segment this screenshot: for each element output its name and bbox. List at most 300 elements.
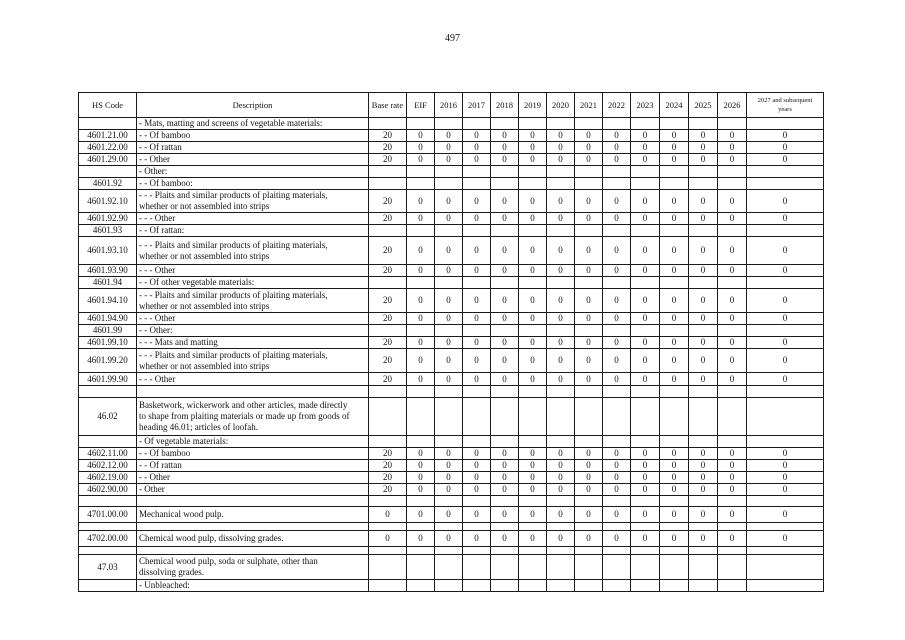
empty-cell xyxy=(603,386,631,398)
description-cell xyxy=(137,373,369,386)
rate-cell: 0 xyxy=(575,154,603,166)
rate-cell xyxy=(463,555,491,580)
hs-code-cell: 4602.11.00 xyxy=(79,448,137,460)
column-header xyxy=(491,93,519,118)
description-line: - - Of other vegetable materials: xyxy=(139,277,255,287)
rate-cell xyxy=(747,166,824,178)
description-cell xyxy=(137,448,369,460)
empty-cell xyxy=(435,547,463,555)
empty-cell xyxy=(79,547,137,555)
hs-code-cell: 4601.93 xyxy=(79,225,137,237)
empty-cell xyxy=(407,386,435,398)
empty-cell xyxy=(491,496,519,507)
rate-cell: 0 xyxy=(689,373,718,386)
empty-cell xyxy=(660,547,689,555)
description-cell xyxy=(137,289,369,313)
rate-cell xyxy=(491,166,519,178)
rate-cell: 0 xyxy=(519,531,547,547)
rate-cell xyxy=(519,277,547,289)
rate-cell xyxy=(689,555,718,580)
rate-cell xyxy=(407,118,435,130)
description-line: whether or not assembled into strips xyxy=(139,360,270,371)
rate-cell xyxy=(603,580,631,592)
empty-cell xyxy=(689,523,718,531)
empty-cell xyxy=(463,386,491,398)
rate-cell xyxy=(407,325,435,337)
rate-cell: 0 xyxy=(689,531,718,547)
rate-cell xyxy=(747,580,824,592)
rate-cell: 0 xyxy=(747,448,824,460)
rate-cell xyxy=(463,277,491,289)
base-rate-cell: 20 xyxy=(369,154,407,166)
rate-cell: 0 xyxy=(631,237,660,265)
empty-cell xyxy=(547,547,575,555)
description-line: - - Other: xyxy=(139,325,173,335)
empty-cell xyxy=(491,547,519,555)
rate-cell: 0 xyxy=(631,337,660,349)
column-header-label: 2019 xyxy=(524,100,541,110)
column-header-label: 2027 and subsequent years xyxy=(757,97,813,113)
column-header-label: 2025 xyxy=(694,100,712,110)
empty-cell xyxy=(435,386,463,398)
table-row xyxy=(79,472,824,484)
rate-cell xyxy=(631,277,660,289)
rate-cell xyxy=(575,555,603,580)
rate-cell xyxy=(435,118,463,130)
rate-cell: 0 xyxy=(631,265,660,277)
column-header xyxy=(435,93,463,118)
empty-cell xyxy=(718,386,747,398)
rate-cell: 0 xyxy=(747,213,824,225)
rate-cell: 0 xyxy=(603,130,631,142)
table-row xyxy=(79,349,824,373)
description-line: - - - Mats and matting xyxy=(139,337,218,347)
rate-cell: 0 xyxy=(435,154,463,166)
rate-cell: 0 xyxy=(519,190,547,213)
rate-cell xyxy=(407,580,435,592)
rate-cell: 0 xyxy=(575,130,603,142)
table-row xyxy=(79,580,824,592)
rate-cell xyxy=(463,225,491,237)
description-line: Mechanical wood pulp. xyxy=(139,509,224,519)
description-cell xyxy=(137,472,369,484)
base-rate-cell: 20 xyxy=(369,313,407,325)
rate-cell xyxy=(463,118,491,130)
rate-cell xyxy=(519,398,547,436)
rate-cell: 0 xyxy=(491,507,519,523)
description-line: - Mats, matting and screens of vegetable materials: xyxy=(139,118,323,128)
page-number: 497 xyxy=(445,33,460,44)
rate-cell xyxy=(435,166,463,178)
rate-cell xyxy=(519,225,547,237)
column-header xyxy=(747,93,824,118)
rate-cell: 0 xyxy=(519,142,547,154)
rate-cell: 0 xyxy=(491,190,519,213)
rate-cell: 0 xyxy=(435,237,463,265)
rate-cell: 0 xyxy=(660,507,689,523)
rate-cell xyxy=(631,118,660,130)
description-line: - Of vegetable materials: xyxy=(139,436,229,446)
rate-cell: 0 xyxy=(747,484,824,496)
rate-cell: 0 xyxy=(519,448,547,460)
rate-cell xyxy=(491,555,519,580)
description-line: heading 46.01; articles of loofah. xyxy=(139,422,258,432)
empty-cell xyxy=(631,386,660,398)
empty-cell xyxy=(631,547,660,555)
column-header-label: 2023 xyxy=(636,100,654,110)
description-line: - Other: xyxy=(139,166,168,176)
rate-cell: 0 xyxy=(603,213,631,225)
empty-cell xyxy=(660,496,689,507)
base-rate-cell: 20 xyxy=(369,213,407,225)
rate-cell: 0 xyxy=(747,313,824,325)
rate-cell xyxy=(689,325,718,337)
rate-cell: 0 xyxy=(718,337,747,349)
table-row xyxy=(79,373,824,386)
rate-cell: 0 xyxy=(519,213,547,225)
rate-cell xyxy=(603,166,631,178)
hs-code-cell: 4601.92 xyxy=(79,178,137,190)
rate-cell xyxy=(718,277,747,289)
empty-cell xyxy=(603,547,631,555)
description-cell xyxy=(137,190,369,213)
rate-cell: 0 xyxy=(603,289,631,313)
empty-cell xyxy=(137,496,369,507)
rate-cell: 0 xyxy=(491,460,519,472)
description-cell xyxy=(137,580,369,592)
empty-cell xyxy=(407,496,435,507)
rate-cell xyxy=(603,277,631,289)
description-cell xyxy=(137,436,369,448)
hs-code-cell: 4602.90.00 xyxy=(79,484,137,496)
rate-cell xyxy=(435,325,463,337)
table-body xyxy=(79,118,824,592)
rate-cell xyxy=(547,325,575,337)
hs-code-cell: 4601.22.00 xyxy=(79,142,137,154)
rate-cell: 0 xyxy=(747,531,824,547)
rate-cell: 0 xyxy=(660,237,689,265)
rate-cell: 0 xyxy=(491,130,519,142)
rate-cell xyxy=(519,166,547,178)
column-header xyxy=(689,93,718,118)
rate-cell: 0 xyxy=(603,448,631,460)
rate-cell xyxy=(463,580,491,592)
description-line: to shape from plaiting materials or made up from goods of xyxy=(139,411,350,421)
rate-cell: 0 xyxy=(519,349,547,373)
rate-cell xyxy=(718,166,747,178)
empty-cell xyxy=(491,386,519,398)
rate-cell xyxy=(689,580,718,592)
rate-cell xyxy=(575,225,603,237)
rate-cell: 0 xyxy=(689,142,718,154)
rate-cell: 0 xyxy=(575,237,603,265)
base-rate-cell: 20 xyxy=(369,265,407,277)
rate-cell: 0 xyxy=(547,289,575,313)
rate-cell: 0 xyxy=(718,531,747,547)
rate-cell: 0 xyxy=(575,373,603,386)
description-cell xyxy=(137,531,369,547)
rate-cell xyxy=(660,436,689,448)
table-row xyxy=(79,190,824,213)
rate-cell: 0 xyxy=(603,531,631,547)
description-line: - - - Other xyxy=(139,265,176,275)
rate-cell: 0 xyxy=(519,313,547,325)
rate-cell: 0 xyxy=(747,130,824,142)
rate-cell: 0 xyxy=(718,373,747,386)
rate-cell: 0 xyxy=(407,237,435,265)
rate-cell: 0 xyxy=(660,460,689,472)
base-rate-cell xyxy=(369,225,407,237)
empty-cell xyxy=(689,496,718,507)
description-line: - - - Plaits and similar products of plaiting materials, xyxy=(139,239,328,250)
empty-cell xyxy=(547,386,575,398)
rate-cell xyxy=(519,325,547,337)
base-rate-cell: 20 xyxy=(369,460,407,472)
description-line: - - Of bamboo xyxy=(139,448,191,458)
rate-cell: 0 xyxy=(547,349,575,373)
rate-cell xyxy=(660,398,689,436)
rate-cell: 0 xyxy=(491,237,519,265)
hs-code-cell: 4601.92.10 xyxy=(79,190,137,213)
rate-cell xyxy=(603,325,631,337)
rate-cell: 0 xyxy=(689,265,718,277)
rate-cell: 0 xyxy=(631,154,660,166)
base-rate-cell: 20 xyxy=(369,448,407,460)
rate-cell xyxy=(435,277,463,289)
empty-cell xyxy=(463,523,491,531)
rate-cell xyxy=(631,225,660,237)
rate-cell xyxy=(547,118,575,130)
rate-cell: 0 xyxy=(631,460,660,472)
rate-cell: 0 xyxy=(547,507,575,523)
rate-cell: 0 xyxy=(547,130,575,142)
empty-cell xyxy=(718,547,747,555)
description-cell xyxy=(137,325,369,337)
description-line: - - Other xyxy=(139,154,170,164)
rate-cell xyxy=(718,555,747,580)
rate-cell: 0 xyxy=(603,265,631,277)
column-header-label: 2020 xyxy=(552,100,569,110)
rate-cell: 0 xyxy=(491,154,519,166)
rate-cell xyxy=(435,580,463,592)
rate-cell: 0 xyxy=(603,349,631,373)
rate-cell xyxy=(689,277,718,289)
rate-cell xyxy=(491,118,519,130)
rate-cell xyxy=(547,580,575,592)
base-rate-cell: 20 xyxy=(369,484,407,496)
rate-cell: 0 xyxy=(718,130,747,142)
rate-cell xyxy=(603,398,631,436)
rate-cell: 0 xyxy=(519,130,547,142)
rate-cell xyxy=(575,398,603,436)
empty-cell xyxy=(575,496,603,507)
table-row xyxy=(79,142,824,154)
base-rate-cell xyxy=(369,166,407,178)
empty-cell xyxy=(369,547,407,555)
rate-cell: 0 xyxy=(603,507,631,523)
description-cell xyxy=(137,398,369,436)
rate-cell xyxy=(407,166,435,178)
rate-cell: 0 xyxy=(463,130,491,142)
base-rate-cell: 20 xyxy=(369,130,407,142)
empty-cell xyxy=(747,547,824,555)
rate-cell: 0 xyxy=(407,265,435,277)
base-rate-cell: 20 xyxy=(369,237,407,265)
column-header-label: 2016 xyxy=(440,100,457,110)
rate-cell xyxy=(575,178,603,190)
rate-cell: 0 xyxy=(575,507,603,523)
rate-cell: 0 xyxy=(463,373,491,386)
base-rate-cell: 20 xyxy=(369,472,407,484)
rate-cell: 0 xyxy=(747,142,824,154)
rate-cell: 0 xyxy=(463,448,491,460)
rate-cell: 0 xyxy=(463,484,491,496)
rate-cell xyxy=(407,555,435,580)
description-line: Basketwork, wickerwork and other articles, made directly xyxy=(139,400,348,410)
blank-row xyxy=(79,523,824,531)
table-row xyxy=(79,507,824,523)
blank-row xyxy=(79,496,824,507)
rate-cell: 0 xyxy=(491,142,519,154)
column-header-label: EIF xyxy=(414,100,427,110)
hs-code-cell: 4601.94 xyxy=(79,277,137,289)
rate-cell: 0 xyxy=(407,154,435,166)
column-header xyxy=(660,93,689,118)
rate-cell xyxy=(747,178,824,190)
rate-cell xyxy=(547,555,575,580)
rate-cell: 0 xyxy=(435,142,463,154)
rate-cell: 0 xyxy=(463,337,491,349)
rate-cell: 0 xyxy=(718,349,747,373)
empty-cell xyxy=(547,523,575,531)
rate-cell xyxy=(660,225,689,237)
table-header xyxy=(79,93,824,118)
rate-cell: 0 xyxy=(718,265,747,277)
description-line: - - Of rattan xyxy=(139,142,182,152)
rate-cell: 0 xyxy=(491,472,519,484)
rate-cell: 0 xyxy=(463,213,491,225)
table-row xyxy=(79,337,824,349)
rate-cell: 0 xyxy=(519,265,547,277)
rate-cell: 0 xyxy=(603,337,631,349)
rate-cell: 0 xyxy=(575,190,603,213)
hs-code-cell: 46.02 xyxy=(79,398,137,436)
rate-cell xyxy=(718,225,747,237)
rate-cell: 0 xyxy=(491,313,519,325)
rate-cell: 0 xyxy=(689,213,718,225)
table-row xyxy=(79,313,824,325)
rate-cell xyxy=(689,118,718,130)
column-header-label: 2021 xyxy=(580,100,597,110)
table-row xyxy=(79,213,824,225)
rate-cell xyxy=(660,178,689,190)
table-row xyxy=(79,277,824,289)
empty-cell xyxy=(407,523,435,531)
rate-cell xyxy=(435,436,463,448)
empty-cell xyxy=(689,547,718,555)
rate-cell xyxy=(463,178,491,190)
rate-cell: 0 xyxy=(463,237,491,265)
column-header xyxy=(463,93,491,118)
rate-cell: 0 xyxy=(519,484,547,496)
table-row xyxy=(79,436,824,448)
rate-cell: 0 xyxy=(718,213,747,225)
rate-cell: 0 xyxy=(407,190,435,213)
rate-cell: 0 xyxy=(689,507,718,523)
description-cell xyxy=(137,265,369,277)
hs-code-cell xyxy=(79,580,137,592)
hs-code-cell: 4601.21.00 xyxy=(79,130,137,142)
hs-code-cell xyxy=(79,166,137,178)
rate-cell xyxy=(718,436,747,448)
rate-cell: 0 xyxy=(519,472,547,484)
rate-cell xyxy=(660,555,689,580)
rate-cell: 0 xyxy=(747,472,824,484)
rate-cell xyxy=(407,436,435,448)
rate-cell xyxy=(603,555,631,580)
description-line: Chemical wood pulp, soda or sulphate, other than xyxy=(139,556,318,566)
empty-cell xyxy=(631,496,660,507)
description-line: - - - Other xyxy=(139,313,176,323)
description-cell xyxy=(137,142,369,154)
column-header xyxy=(407,93,435,118)
rate-cell: 0 xyxy=(689,289,718,313)
base-rate-cell xyxy=(369,398,407,436)
description-cell xyxy=(137,130,369,142)
rate-cell: 0 xyxy=(463,460,491,472)
rate-cell xyxy=(407,398,435,436)
rate-cell: 0 xyxy=(519,373,547,386)
table-row xyxy=(79,531,824,547)
rate-cell xyxy=(603,178,631,190)
description-line: whether or not assembled into strips xyxy=(139,201,270,211)
rate-cell: 0 xyxy=(747,237,824,265)
rate-cell: 0 xyxy=(491,349,519,373)
rate-cell: 0 xyxy=(407,460,435,472)
rate-cell xyxy=(463,166,491,178)
rate-cell xyxy=(689,178,718,190)
rate-cell xyxy=(718,325,747,337)
description-cell xyxy=(137,484,369,496)
empty-cell xyxy=(547,496,575,507)
rate-cell: 0 xyxy=(575,265,603,277)
rate-cell: 0 xyxy=(689,472,718,484)
rate-cell xyxy=(747,436,824,448)
rate-cell: 0 xyxy=(603,237,631,265)
rate-cell xyxy=(575,436,603,448)
description-line: - Other xyxy=(139,484,165,494)
rate-cell: 0 xyxy=(547,373,575,386)
description-cell xyxy=(137,178,369,190)
hs-code-cell: 4601.94.90 xyxy=(79,313,137,325)
rate-cell xyxy=(575,580,603,592)
description-cell xyxy=(137,555,369,580)
rate-cell: 0 xyxy=(435,130,463,142)
rate-cell: 0 xyxy=(689,237,718,265)
rate-cell: 0 xyxy=(491,213,519,225)
rate-cell: 0 xyxy=(435,213,463,225)
rate-cell xyxy=(660,166,689,178)
column-header-label: 2017 xyxy=(468,100,485,110)
rate-cell: 0 xyxy=(407,507,435,523)
column-header xyxy=(519,93,547,118)
rate-cell: 0 xyxy=(435,337,463,349)
column-header xyxy=(603,93,631,118)
rate-cell xyxy=(407,225,435,237)
description-line: - - Of bamboo xyxy=(139,130,191,140)
rate-cell: 0 xyxy=(689,337,718,349)
rate-cell: 0 xyxy=(631,484,660,496)
